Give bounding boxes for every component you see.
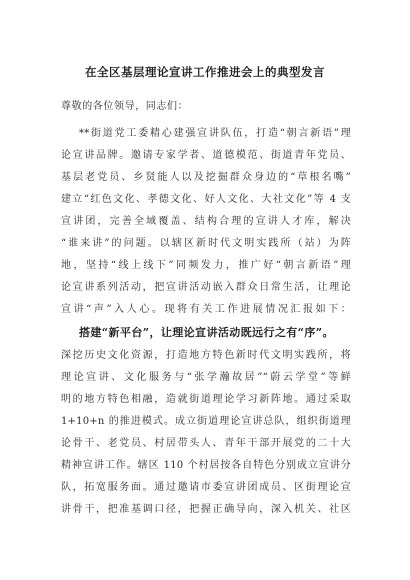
paragraph-line: 地，坚持“线上线下”同频发力，推广好“朝言新语”理	[61, 260, 351, 271]
paragraph-line: 宣讲团，完善全域覆盖、结构合理的宣讲人才库，解决	[61, 216, 351, 227]
paragraph-line: 宣讲“声”入人心。现将有关工作进展情况汇报如下：	[61, 304, 351, 315]
salutation: 尊敬的各位领导，同志们：	[61, 101, 189, 112]
paragraph-line: 精神宣讲工作。辖区 110 个村居按各自特色分别成立宣讲分	[61, 460, 351, 471]
paragraph-line: 队，拓宽服务面。通过邀请市委宣讲团成员、区街理论宣	[61, 482, 351, 493]
paragraph-line: 讲骨干，把准基调口径，把握正确导向，深入机关、社区	[61, 504, 351, 515]
paragraph-line: 论宣讲品牌。邀请专家学者、道德模范、街道青年党员、	[61, 150, 351, 161]
paragraph-line: 理论宣讲、文化服务与“张学瀚故居”“蔚云学堂”等鲜	[61, 372, 351, 383]
paragraph-line: **街道党工委精心建强宣讲队伍，打造“朝言新语”理	[79, 128, 351, 139]
paragraph-line: 建立“红色文化、孝德文化、好人文化、大社文化”等 4 支	[61, 194, 351, 205]
paragraph-line: 论骨干、老党员、村居带头人、青年干部开展党的二十大	[61, 438, 351, 449]
paragraph-line: 明的地方特色相融，造就街道理论学习新阵地。通过采取	[61, 394, 351, 405]
document-title: 在全区基层理论宣讲工作推进会上的典型发言	[85, 65, 325, 79]
paragraph-line: 论宣讲系列活动，把宣讲活动嵌入群众日常生活，让理论	[61, 282, 351, 293]
paragraph-line: 基层老党员、乡贤能人以及挖掘群众身边的“草根名嘴”	[61, 172, 351, 183]
paragraph-line: 深挖历史文化资源，打造地方特色新时代文明实践所，将	[61, 350, 351, 361]
paragraph-line: “谁来讲”的问题。以辖区新时代文明实践所（站）为阵	[61, 238, 351, 249]
paragraph-line: 1+10+n 的推进模式。成立街道理论宣讲总队，组织街道理	[61, 416, 351, 427]
section-heading: 搭建“新平台”，让理论宣讲活动既远行之有“序”。	[79, 326, 334, 339]
